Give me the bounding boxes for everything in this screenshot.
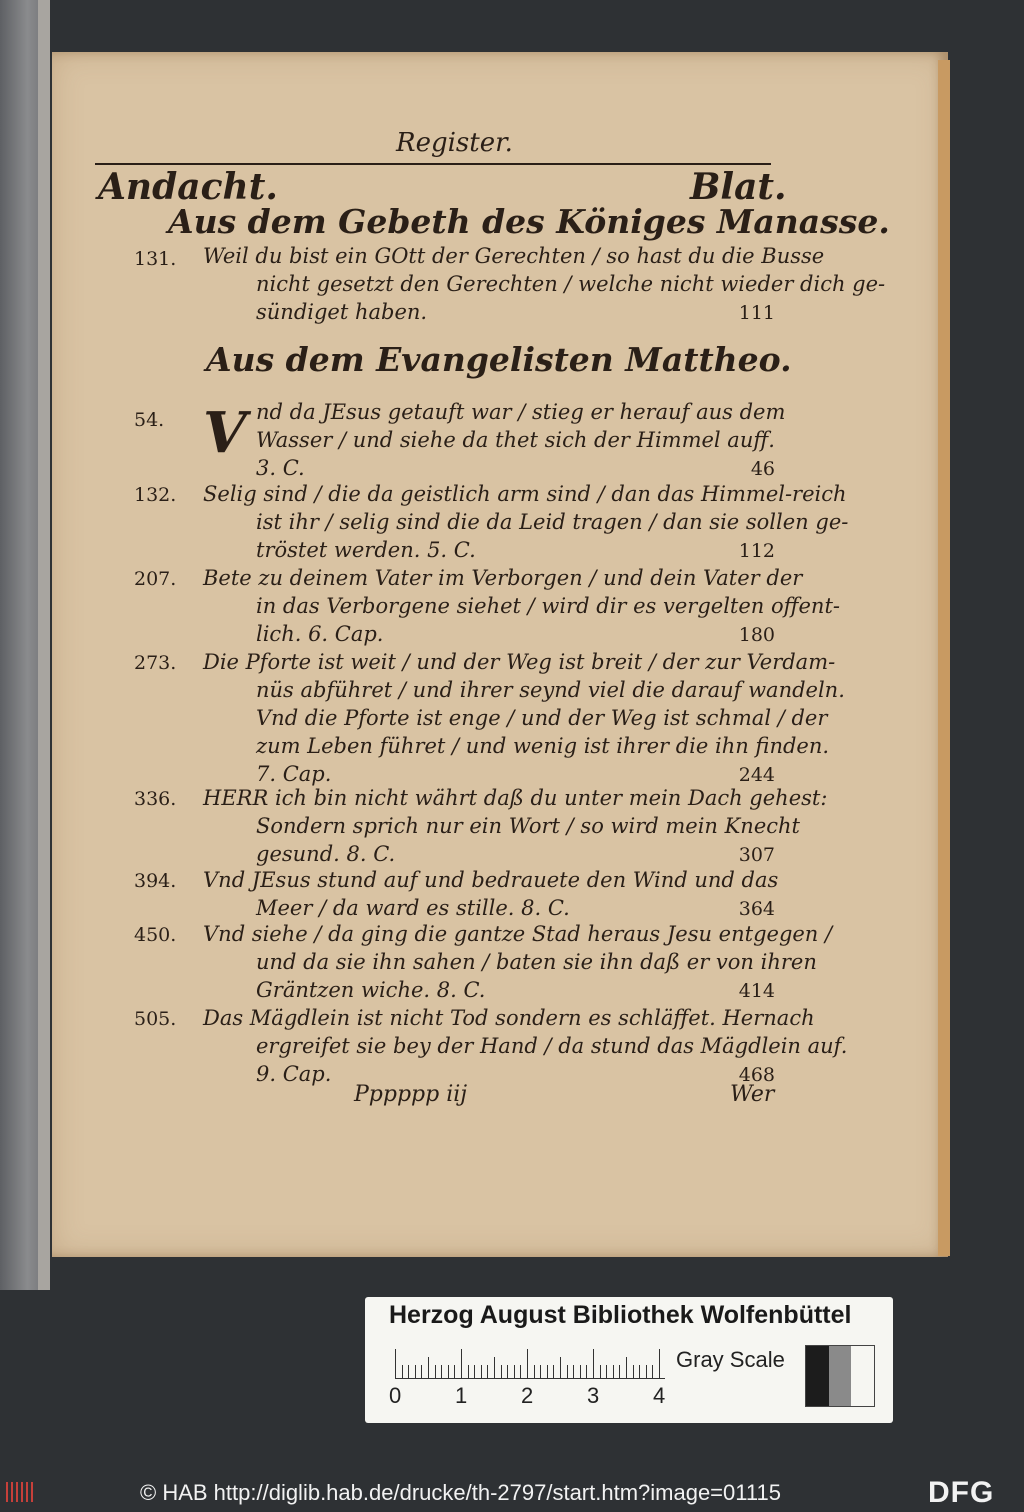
ruler-tick bbox=[580, 1365, 581, 1379]
ruler-tick bbox=[481, 1365, 482, 1379]
entry-page-number: 112 bbox=[738, 540, 775, 562]
entry-text-line: Vnd die Pforte ist enge / und der Weg ist schmal / der bbox=[256, 706, 828, 730]
ruler-tick bbox=[534, 1365, 535, 1379]
entry-text-line: gesund. 8. C. bbox=[256, 842, 396, 866]
entry-text-line: und da sie ihn sahen / baten sie ihn daß er von ihren bbox=[256, 950, 817, 974]
color-calibration-card bbox=[365, 1297, 893, 1423]
header-rule bbox=[95, 163, 771, 165]
ruler-number: 4 bbox=[653, 1383, 666, 1408]
ruler-number: 2 bbox=[521, 1383, 534, 1408]
ruler-number: 1 bbox=[455, 1383, 468, 1408]
ruler-tick bbox=[408, 1365, 409, 1379]
entry-text-line: 3. C. bbox=[256, 456, 305, 480]
ruler-tick bbox=[547, 1365, 548, 1379]
entry-text-line: ist ihr / selig sind die da Leid tragen / dan sie sollen ge- bbox=[256, 510, 849, 534]
entry-text-line: tröstet werden. 5. C. bbox=[256, 538, 476, 562]
ruler-tick bbox=[652, 1365, 653, 1379]
ruler-tick bbox=[646, 1365, 647, 1379]
ruler-tick bbox=[560, 1357, 561, 1379]
ruler-tick bbox=[553, 1365, 554, 1379]
ruler-tick bbox=[567, 1365, 568, 1379]
entry-number: 131. bbox=[134, 248, 177, 270]
gray-scale-label: Gray Scale bbox=[676, 1347, 785, 1372]
ruler-tick bbox=[468, 1365, 469, 1379]
entry-number: 394. bbox=[134, 870, 177, 892]
entry-number: 273. bbox=[134, 652, 177, 674]
ruler-tick bbox=[395, 1349, 396, 1379]
ruler-tick bbox=[626, 1357, 627, 1379]
ruler-tick bbox=[454, 1365, 455, 1379]
ruler-tick bbox=[402, 1365, 403, 1379]
entry-text-line: nd da JEsus getauft war / stieg er herauf aus dem bbox=[256, 400, 786, 424]
ruler-tick bbox=[415, 1365, 416, 1379]
entry-text-line: 9. Cap. bbox=[256, 1062, 332, 1086]
ruler-tick bbox=[573, 1365, 574, 1379]
gray-scale-swatches bbox=[805, 1345, 875, 1407]
entry-text-line: 7. Cap. bbox=[256, 762, 332, 786]
ruler-tick bbox=[633, 1365, 634, 1379]
ruler-tick bbox=[448, 1365, 449, 1379]
entry-text-line: Gräntzen wiche. 8. C. bbox=[256, 978, 486, 1002]
catchword: Wer bbox=[730, 1082, 775, 1107]
entry-text-line: zum Leben führet / und wenig ist ihrer die ihn finden. bbox=[256, 734, 830, 758]
entry-page-number: 364 bbox=[738, 898, 775, 920]
ruler-tick bbox=[659, 1349, 660, 1379]
entry-text-line: Sondern sprich nur ein Wort / so wird mein Knecht bbox=[256, 814, 800, 838]
dfg-logo: DFG bbox=[928, 1476, 995, 1509]
section-title-mattheo: Aus dem Evangelisten Mattheo. bbox=[206, 340, 792, 379]
ruler-tick bbox=[593, 1349, 594, 1379]
entry-text-line: HERR ich bin nicht währt daß du unter mein Dach gehest: bbox=[203, 786, 828, 810]
ruler-tick bbox=[527, 1349, 528, 1379]
measurement-ruler bbox=[395, 1349, 665, 1379]
entry-number: 207. bbox=[134, 568, 177, 590]
running-head: Register. bbox=[396, 128, 513, 158]
ruler-tick bbox=[507, 1365, 508, 1379]
entry-number: 336. bbox=[134, 788, 177, 810]
ruler-tick bbox=[520, 1365, 521, 1379]
entry-number: 450. bbox=[134, 924, 177, 946]
library-name: Herzog August Bibliothek Wolfenbüttel bbox=[389, 1301, 852, 1329]
ruler-tick bbox=[428, 1357, 429, 1379]
ruler-tick bbox=[487, 1365, 488, 1379]
ruler-tick bbox=[421, 1365, 422, 1379]
entry-page-number: 468 bbox=[738, 1064, 775, 1086]
entry-page-number: 46 bbox=[750, 458, 775, 480]
entry-text-line: nüs abführet / und ihrer seynd viel die darauf wandeln. bbox=[256, 678, 845, 702]
ruler-tick bbox=[606, 1365, 607, 1379]
entry-text-line: Die Pforte ist weit / und der Weg ist breit / der zur Verdam- bbox=[203, 650, 836, 674]
ruler-tick bbox=[540, 1365, 541, 1379]
entry-number: 54. bbox=[134, 409, 165, 431]
ruler-tick bbox=[494, 1357, 495, 1379]
ruler-tick bbox=[501, 1365, 502, 1379]
drop-cap: V bbox=[203, 400, 247, 466]
entry-text-line: Weil du bist ein GOtt der Gerechten / so hast du die Busse bbox=[203, 244, 825, 268]
ruler-tick bbox=[474, 1365, 475, 1379]
column-heading-right: Blat. bbox=[690, 166, 787, 208]
ruler-tick bbox=[619, 1365, 620, 1379]
signature-mark: Pppppp iij bbox=[354, 1082, 468, 1107]
entry-text-line: nicht gesetzt den Gerechten / welche nicht wieder dich ge- bbox=[256, 272, 886, 296]
ruler-tick bbox=[514, 1365, 515, 1379]
entry-page-number: 307 bbox=[738, 844, 775, 866]
ruler-tick bbox=[639, 1365, 640, 1379]
hab-logo-icon bbox=[6, 1482, 36, 1502]
entry-page-number: 180 bbox=[738, 624, 775, 646]
section-title-manasse: Aus dem Gebeth des Königes Manasse. bbox=[168, 202, 890, 241]
ruler-number: 0 bbox=[389, 1383, 402, 1408]
ruler-tick bbox=[441, 1365, 442, 1379]
entry-number: 132. bbox=[134, 484, 177, 506]
entry-page-number: 414 bbox=[738, 980, 775, 1002]
ruler-tick bbox=[613, 1365, 614, 1379]
ruler-tick bbox=[435, 1365, 436, 1379]
entry-text-line: in das Verborgene siehet / wird dir es vergelten offent- bbox=[256, 594, 840, 618]
ruler-number: 3 bbox=[587, 1383, 600, 1408]
page-stack-strip bbox=[38, 0, 50, 1290]
entry-text-line: sündiget haben. bbox=[256, 300, 428, 324]
entry-text-line: ergreifet sie bey der Hand / da stund das Mägdlein auf. bbox=[256, 1034, 848, 1058]
entry-text-line: Wasser / und siehe da thet sich der Himmel auff. bbox=[256, 428, 775, 452]
entry-text-line: Das Mägdlein ist nicht Tod sondern es schläffet. Hernach bbox=[203, 1006, 815, 1030]
entry-text-line: Selig sind / die da geistlich arm sind / dan das Himmel-reich bbox=[203, 482, 847, 506]
swatch-gray bbox=[829, 1346, 852, 1406]
entry-number: 505. bbox=[134, 1008, 177, 1030]
entry-text-line: Vnd siehe / da ging die gantze Stad heraus Jesu entgegen / bbox=[203, 922, 833, 946]
entry-text-line: Meer / da ward es stille. 8. C. bbox=[256, 896, 570, 920]
swatch-black bbox=[806, 1346, 829, 1406]
swatch-white bbox=[851, 1346, 874, 1406]
entry-text-line: Bete zu deinem Vater im Verborgen / und dein Vater der bbox=[203, 566, 803, 590]
ruler-tick bbox=[600, 1365, 601, 1379]
footer-bar bbox=[0, 1472, 1024, 1512]
ruler-tick bbox=[586, 1365, 587, 1379]
ruler-tick bbox=[461, 1349, 462, 1379]
copyright-link[interactable]: © HAB http://diglib.hab.de/drucke/th-2797/start.htm?image=01115 bbox=[140, 1480, 781, 1505]
page-fore-edge bbox=[938, 60, 950, 1256]
entry-page-number: 244 bbox=[738, 764, 775, 786]
column-heading-left: Andacht. bbox=[98, 166, 278, 208]
entry-text-line: Vnd JEsus stund auf und bedrauete den Wind und das bbox=[203, 868, 779, 892]
previous-page-edge bbox=[0, 0, 50, 1290]
entry-text-line: lich. 6. Cap. bbox=[256, 622, 384, 646]
entry-page-number: 111 bbox=[738, 302, 775, 324]
